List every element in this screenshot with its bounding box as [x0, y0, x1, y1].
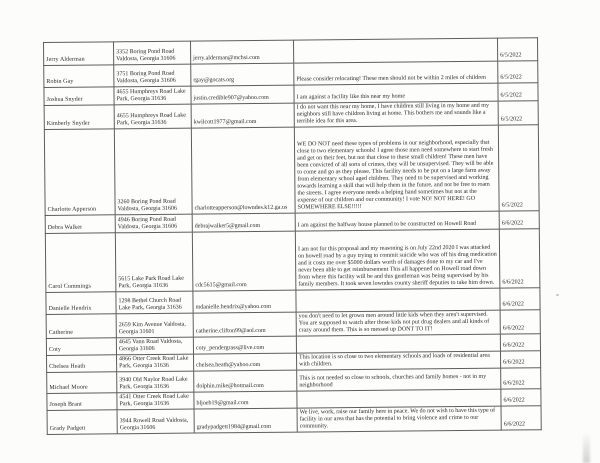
date-cell: 6/6/2022 — [499, 211, 539, 229]
email-cell: charlotteapperson@lowndes.k12.ga.us — [191, 127, 295, 214]
name-cell: Robin Gay — [44, 65, 114, 88]
date-cell: 6/5/2022 — [498, 125, 539, 211]
email-cell: justin.credible907@yahoo.com — [191, 85, 294, 104]
name-cell: Grady Padgett — [47, 410, 117, 435]
name-cell: Danielle Hendrix — [46, 292, 116, 315]
date-cell: 6/5/2022 — [498, 83, 538, 101]
comment-cell: We live, work, raise our family here in peace. We do not wish to have this type of facility in our area that has the potential to bring violence and crime to our community. — [297, 406, 501, 432]
address-cell: 3751 Boring Pond Road Valdosta, Georgia 31606 — [114, 64, 191, 87]
date-cell: 6/6/2022 — [500, 351, 540, 368]
comment-cell: I do not want this near my home, I have children still living in my home and my neighbors still have children living at home. This bothers me and sounds like a terrible idea for this area. — [294, 101, 498, 127]
scan-edge-smudge-artifact — [583, 432, 590, 463]
address-cell: 4645 Vann Road Valdosta, Georgia 31606 — [116, 337, 193, 355]
comment-cell: This location is so close to two elementary schools and loads of residential area with children. — [296, 351, 500, 370]
address-cell: 5615 Lake Park Road Lake Park, Georgia 31636 — [115, 232, 193, 292]
address-cell: 2659 Kim Avenue Valdosta, Georgia 31601 — [116, 313, 193, 338]
comment-cell: I am against the halfway house planned to be constructed on Howell Road — [295, 211, 499, 231]
comment-cell — [296, 288, 500, 312]
date-cell: 6/6/2022 — [501, 406, 541, 430]
address-cell: 4866 Otter Creek Road Lake Park, Georgia 31636 — [117, 354, 194, 372]
date-cell: 6/6/2022 — [500, 334, 540, 351]
comment-cell: I am against a facility like this near my home — [294, 83, 498, 103]
date-cell: 6/6/2022 — [500, 288, 540, 310]
email-cell: jerry.alderman@mchsi.com — [190, 40, 293, 64]
name-cell: Carol Cummings — [45, 233, 116, 293]
date-cell: 6/6/2022 — [501, 368, 541, 389]
name-cell: Charlotte Apperson — [44, 129, 115, 216]
table-row — [45, 229, 540, 293]
date-cell: 6/6/2022 — [501, 389, 541, 406]
date-cell: 6/5/2022 — [498, 61, 538, 83]
name-cell: Joshua Snyder — [44, 87, 114, 106]
email-cell: gradypadgett1984@gmail.com — [194, 408, 297, 433]
name-cell: Joseph Brant — [47, 393, 117, 411]
comment-cell — [293, 38, 497, 63]
date-cell: 6/5/2022 — [497, 38, 537, 61]
comment-cell: you don't need to let grown men around little kids when they aren't supervised. You are supposed to watch after those kids not put drug dealers and all kinds of crazy around them. This is so messed up DONT TO IT! — [296, 310, 500, 336]
email-cell: dolphin.mike@hotmail.com — [194, 370, 297, 392]
email-cell: kwilcott1977@gmail.com — [191, 103, 294, 128]
table-row — [47, 406, 541, 435]
comment-cell — [296, 334, 500, 353]
address-cell: 4946 Boring Pond Road Valdosta, Georgia 31606 — [115, 214, 192, 233]
email-cell: debrajwalker5@gmail.com — [192, 213, 295, 232]
comment-cell: WE DO NOT need these types of problems in our neighborhood, especially that close to two elementary schools! I agree those men need somewhere to start fresh and get on their feet, but not that close to these small children! These men have been convicted of all sorts of crimes, they will be unsupervised. They will be able to come and go as they please. This facility needs to be put on a large farm away from elementary school aged children. They need to be supervised and working towards learning a skill that will help them in the future, and not be free to roam the streets. I agree everyone needs a helping hand sometimes but not at the expense of our children and our community! I vote NO! NOT HERE! GO SOMEWHERE ELSE!!!!! — [294, 125, 499, 213]
comments-table-body — [44, 38, 542, 435]
date-cell: 6/5/2022 — [498, 101, 538, 125]
address-cell: 3260 Boring Pond Road Valdosta, Georgia 31606 — [114, 128, 192, 215]
comment-cell — [297, 389, 501, 408]
comment-cell: Please consider relocating! These men should not be within 2 miles of children — [294, 61, 498, 85]
email-cell: cdc5615@gmail.com — [192, 231, 296, 291]
comments-table — [43, 37, 542, 435]
email-cell: coty_pendergrass@live.com — [193, 336, 296, 354]
address-cell: 3944 Rowell Road Valdosta, Georgia 31606 — [117, 409, 194, 434]
address-cell: 1298 Bethel Church Road Lake Park, Georgia 31636 — [116, 291, 193, 314]
email-cell: chelsea.heath@yahoo.com — [194, 353, 297, 371]
address-cell: 4655 Humphreys Road Lake Park, Georgia 31636 — [114, 104, 191, 129]
comment-cell: I am not for this proposal and my reasoning is on July 22nd 2020 I was attacked on howell road by a guy trying to commit suicide who was off his drug medication and it costs me over $5000 dollars worth of damages done to my car and I've never been able to get reimbursement This all happened on Howell road down from where this facility will be and this gentleman was being supervised by his family members. It took seven lowndes county sheriff deputies to take him down. — [295, 229, 500, 290]
email-cell: rgay@gocats.org — [191, 63, 294, 86]
name-cell: Debra Walker — [45, 215, 115, 234]
email-cell: catherine.clifton99@aol.com — [193, 312, 296, 337]
date-cell: 6/6/2022 — [499, 229, 540, 288]
table-row — [44, 125, 539, 216]
address-cell: 4541 Otter Creek Road Lake Park, Georgia 31636 — [117, 392, 194, 410]
name-cell: Michael Moore — [47, 372, 117, 394]
comment-cell: This is not needed so close to schools, churches and family homes - not in my neighborhood — [297, 368, 501, 391]
address-cell: 3940 Old Naylor Road Lake Park, Georgia 31636 — [117, 371, 194, 393]
scan-speck-artifact — [556, 294, 559, 296]
name-cell: Chelsea Heath — [47, 355, 117, 373]
name-cell: Jerry Alderman — [44, 42, 114, 66]
name-cell: Kimberly Snyder — [44, 105, 114, 130]
date-cell: 6/6/2022 — [500, 310, 540, 334]
email-cell: bljoeb19@gmail.com — [194, 391, 297, 409]
address-cell: 3352 Boring Pond Road Valdosta, Georgia 31606 — [114, 41, 191, 65]
email-cell: mdanielle.hendrix@yahoo.com — [193, 290, 296, 313]
name-cell: Catherine — [46, 314, 116, 339]
name-cell: Coty — [46, 338, 116, 356]
address-cell: 4655 Humphreys Road Lake Park, Georgia 31636 — [114, 86, 191, 105]
